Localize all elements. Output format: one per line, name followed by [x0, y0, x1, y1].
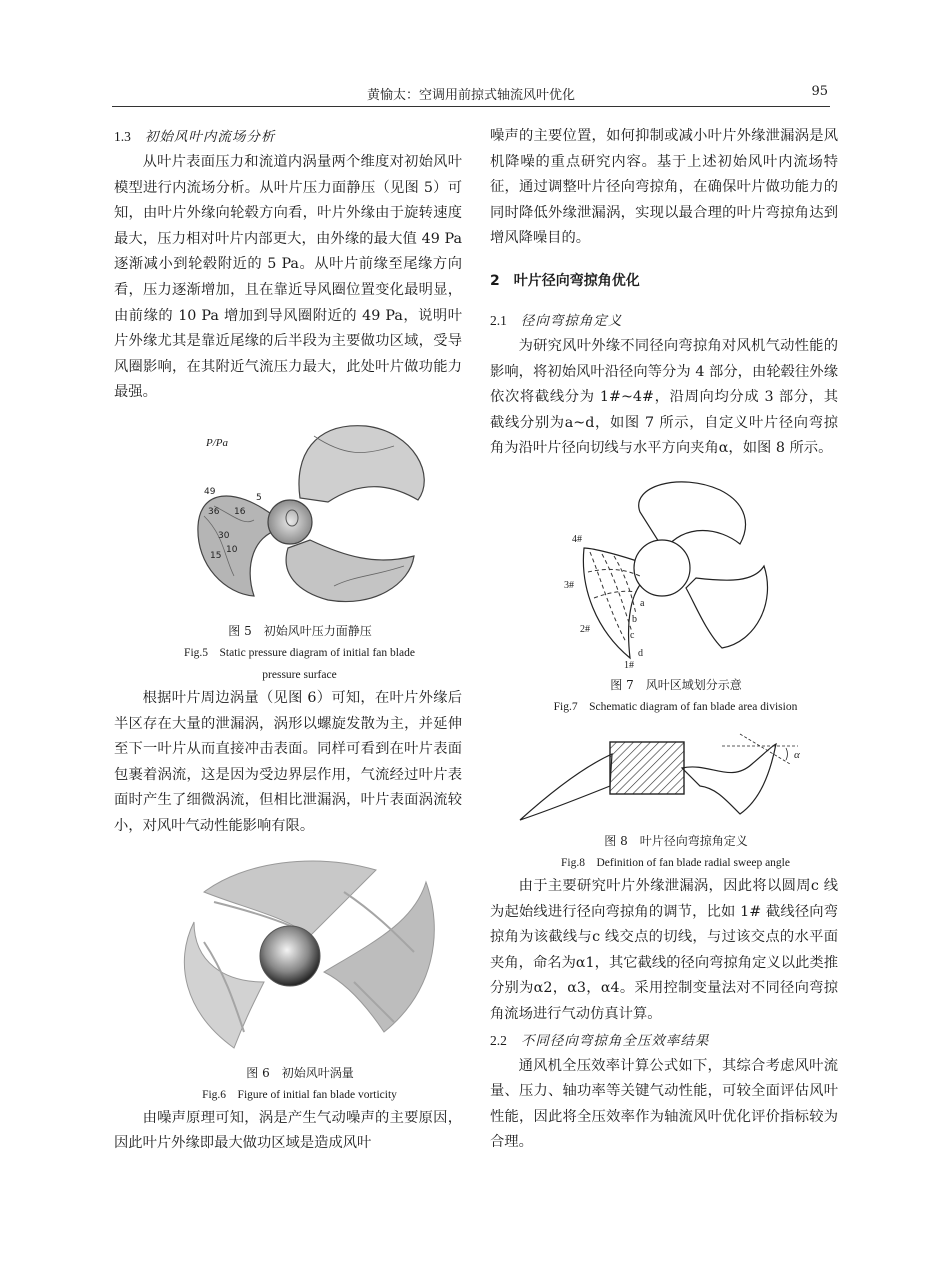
fig7-caption-en: Fig.7 Schematic diagram of fan blade area division — [553, 700, 798, 713]
section-2-heading — [490, 270, 838, 290]
fig8-blade-profile — [520, 754, 612, 820]
section-title: 初始风叶内流场分析 — [144, 129, 276, 145]
fig7-label-2: 2# — [580, 623, 590, 635]
fig7-blade-top — [639, 482, 746, 550]
fig7-hub — [634, 540, 690, 596]
fig8-sweep-angle-image — [490, 724, 838, 826]
running-header — [112, 84, 830, 107]
fig7-label-3: 3# — [564, 579, 574, 591]
fig5-caption-en-2: pressure surface — [262, 668, 337, 681]
fig7-label-a: a — [640, 597, 645, 609]
section-title: 径向弯掠角定义 — [520, 312, 623, 329]
fig7-caption-cn: 图 7 风叶区域划分示意 — [610, 677, 742, 692]
fig5-blade-bottom — [286, 540, 414, 602]
fig6-blade-left — [184, 922, 264, 1048]
fig8-hub-hatched — [610, 742, 684, 794]
section-1-3-heading — [114, 124, 462, 150]
fig7-label-4: 4# — [572, 533, 582, 545]
figure-7 — [490, 472, 838, 718]
paragraph-sweep-definition: 为研究风叶外缘不同径向弯掠角对风机气动性能的影响，将初始风叶沿径向等分为 4 部分，由轮毂往外缘依次将截线分为 1#~4#，沿周向均分成 3 部分，其截线分别为a~d，如图 7 所示，自定义叶片径向弯掠角为沿叶片径向切线与水平方向夹角α，如图 8 所示。 — [490, 337, 838, 457]
right-column — [490, 124, 838, 1156]
fig7-label-d: d — [638, 647, 643, 659]
fig5-contour-label: 16 — [234, 506, 246, 517]
section-number: 2.2 — [490, 1032, 507, 1048]
section-number: 1.3 — [114, 129, 131, 144]
fig6-hub — [260, 926, 320, 986]
section-number: 2.1 — [490, 312, 507, 328]
section-2-1-heading — [490, 308, 838, 334]
fig8-caption-en: Fig.8 Definition of fan blade radial sweep angle — [561, 856, 790, 869]
fig5-contour-label: 36 — [208, 506, 220, 517]
paragraph-efficiency: 通风机全压效率计算公式如下，其综合考虑风叶流量、压力、轴功率等关键气动性能，可较全面评估风叶性能，因此将全压效率作为轴流风叶优化评价指标较为合理。 — [490, 1057, 838, 1151]
figure-5 — [114, 416, 462, 686]
figure-6 — [114, 852, 462, 1106]
fig6-vorticity-image — [114, 852, 462, 1058]
left-column — [114, 124, 462, 1157]
fig6-caption-cn: 图 6 初始风叶涡量 — [246, 1065, 354, 1080]
fig7-label-b: b — [632, 613, 637, 625]
paragraph-continued: 噪声的主要位置，如何抑制或减小叶片外缘泄漏涡是风机降噪的重点研究内容。基于上述初始风叶内流场特征，通过调整叶片径向弯掠角，在确保叶片做功能力的同时降低外缘泄漏涡，实现以最合理的叶片弯掠角达到增风降噪目的。 — [490, 128, 838, 247]
fig5-contour-label: 30 — [218, 530, 230, 541]
fig5-pressure-image — [114, 416, 462, 616]
fig8-caption-cn: 图 8 叶片径向弯掠角定义 — [604, 833, 748, 848]
section-title: 不同径向弯掠角全压效率结果 — [520, 1032, 710, 1049]
fig7-area-division-image — [490, 472, 838, 670]
section-number: 2 — [490, 272, 500, 289]
paragraph-pressure-analysis: 从叶片表面压力和流道内涡量两个维度对初始风叶模型进行内流场分析。从叶片压力面静压（见图 5）可知，由叶片外缘向轮毂方向看，叶片外缘由于旋转速度最大，压力相对叶片内部更大，由外缘的最大值 49 Pa 逐渐减小到轮毂附近的 5 Pa。从叶片前缘至尾缘方向看，压力逐渐增加，且在靠近导风圈位置变化最明显，由前缘的 10 Pa 增加到导风圈附近的 49 Pa，说明叶片外缘尤其是靠近尾缘的后半段为主要做功区域，受导风圈影响，在其附近气流压力最大，此处叶片做功能力最强。 — [114, 154, 462, 401]
section-2-2-heading — [490, 1028, 838, 1054]
paragraph-vorticity: 根据叶片周边涡量（见图 6）可知，在叶片外缘后半区存在大量的泄漏涡，涡形以螺旋发散为主，并延伸至下一叶片从而直接冲击表面。同样可看到在叶片表面包裹着涡流，这是因为受边界层作用，气流经过叶片表面时产生了细微涡流，但相比泄漏涡，叶片表面涡流较小，对风叶气动性能影响有限。 — [114, 689, 462, 834]
section-title: 叶片径向弯掠角优化 — [513, 272, 640, 289]
fig5-contour-label: 49 — [204, 486, 216, 497]
fig5-contour-label: 15 — [210, 550, 222, 561]
fig7-label-c: c — [630, 629, 635, 641]
fig5-caption-cn: 图 5 初始风叶压力面静压 — [228, 623, 372, 638]
fig7-blade-right — [686, 566, 768, 648]
page-number: 95 — [811, 84, 828, 99]
fig6-caption-en: Fig.6 Figure of initial fan blade vorticity — [202, 1088, 397, 1101]
fig5-blade-top — [299, 426, 424, 502]
paragraph-sweep-adjustment: 由于主要研究叶片外缘泄漏涡，因此将以圆周c 线为起始线进行径向弯掠角的调节，比如 1# 截线径向弯掠角为该截线与c 线交点的切线，与过该交点的水平面夹角，命名为α1，其它截线的径向弯掠角定义以此类推分别为α2，α3，α4。采用控制变量法对不同径向弯掠角流场进行气动仿真计算。 — [490, 877, 838, 1022]
fig5-caption-en: Fig.5 Static pressure diagram of initial fan blade — [184, 646, 415, 659]
figure-8 — [490, 724, 838, 874]
fig5-contour-label: 10 — [226, 544, 238, 555]
fig5-unit-label: P/Pa — [206, 436, 228, 449]
paragraph-noise-principle: 由噪声原理可知，涡是产生气动噪声的主要原因，因此叶片外缘即最大做功区域是造成风叶 — [114, 1109, 462, 1152]
fig5-hub — [268, 500, 312, 544]
fig7-label-1: 1# — [624, 659, 634, 670]
fig5-contour-label: 5 — [256, 492, 262, 503]
fig8-alpha-label: α — [794, 748, 800, 761]
running-title: 黄愉太：空调用前掠式轴流风叶优化 — [366, 88, 575, 103]
